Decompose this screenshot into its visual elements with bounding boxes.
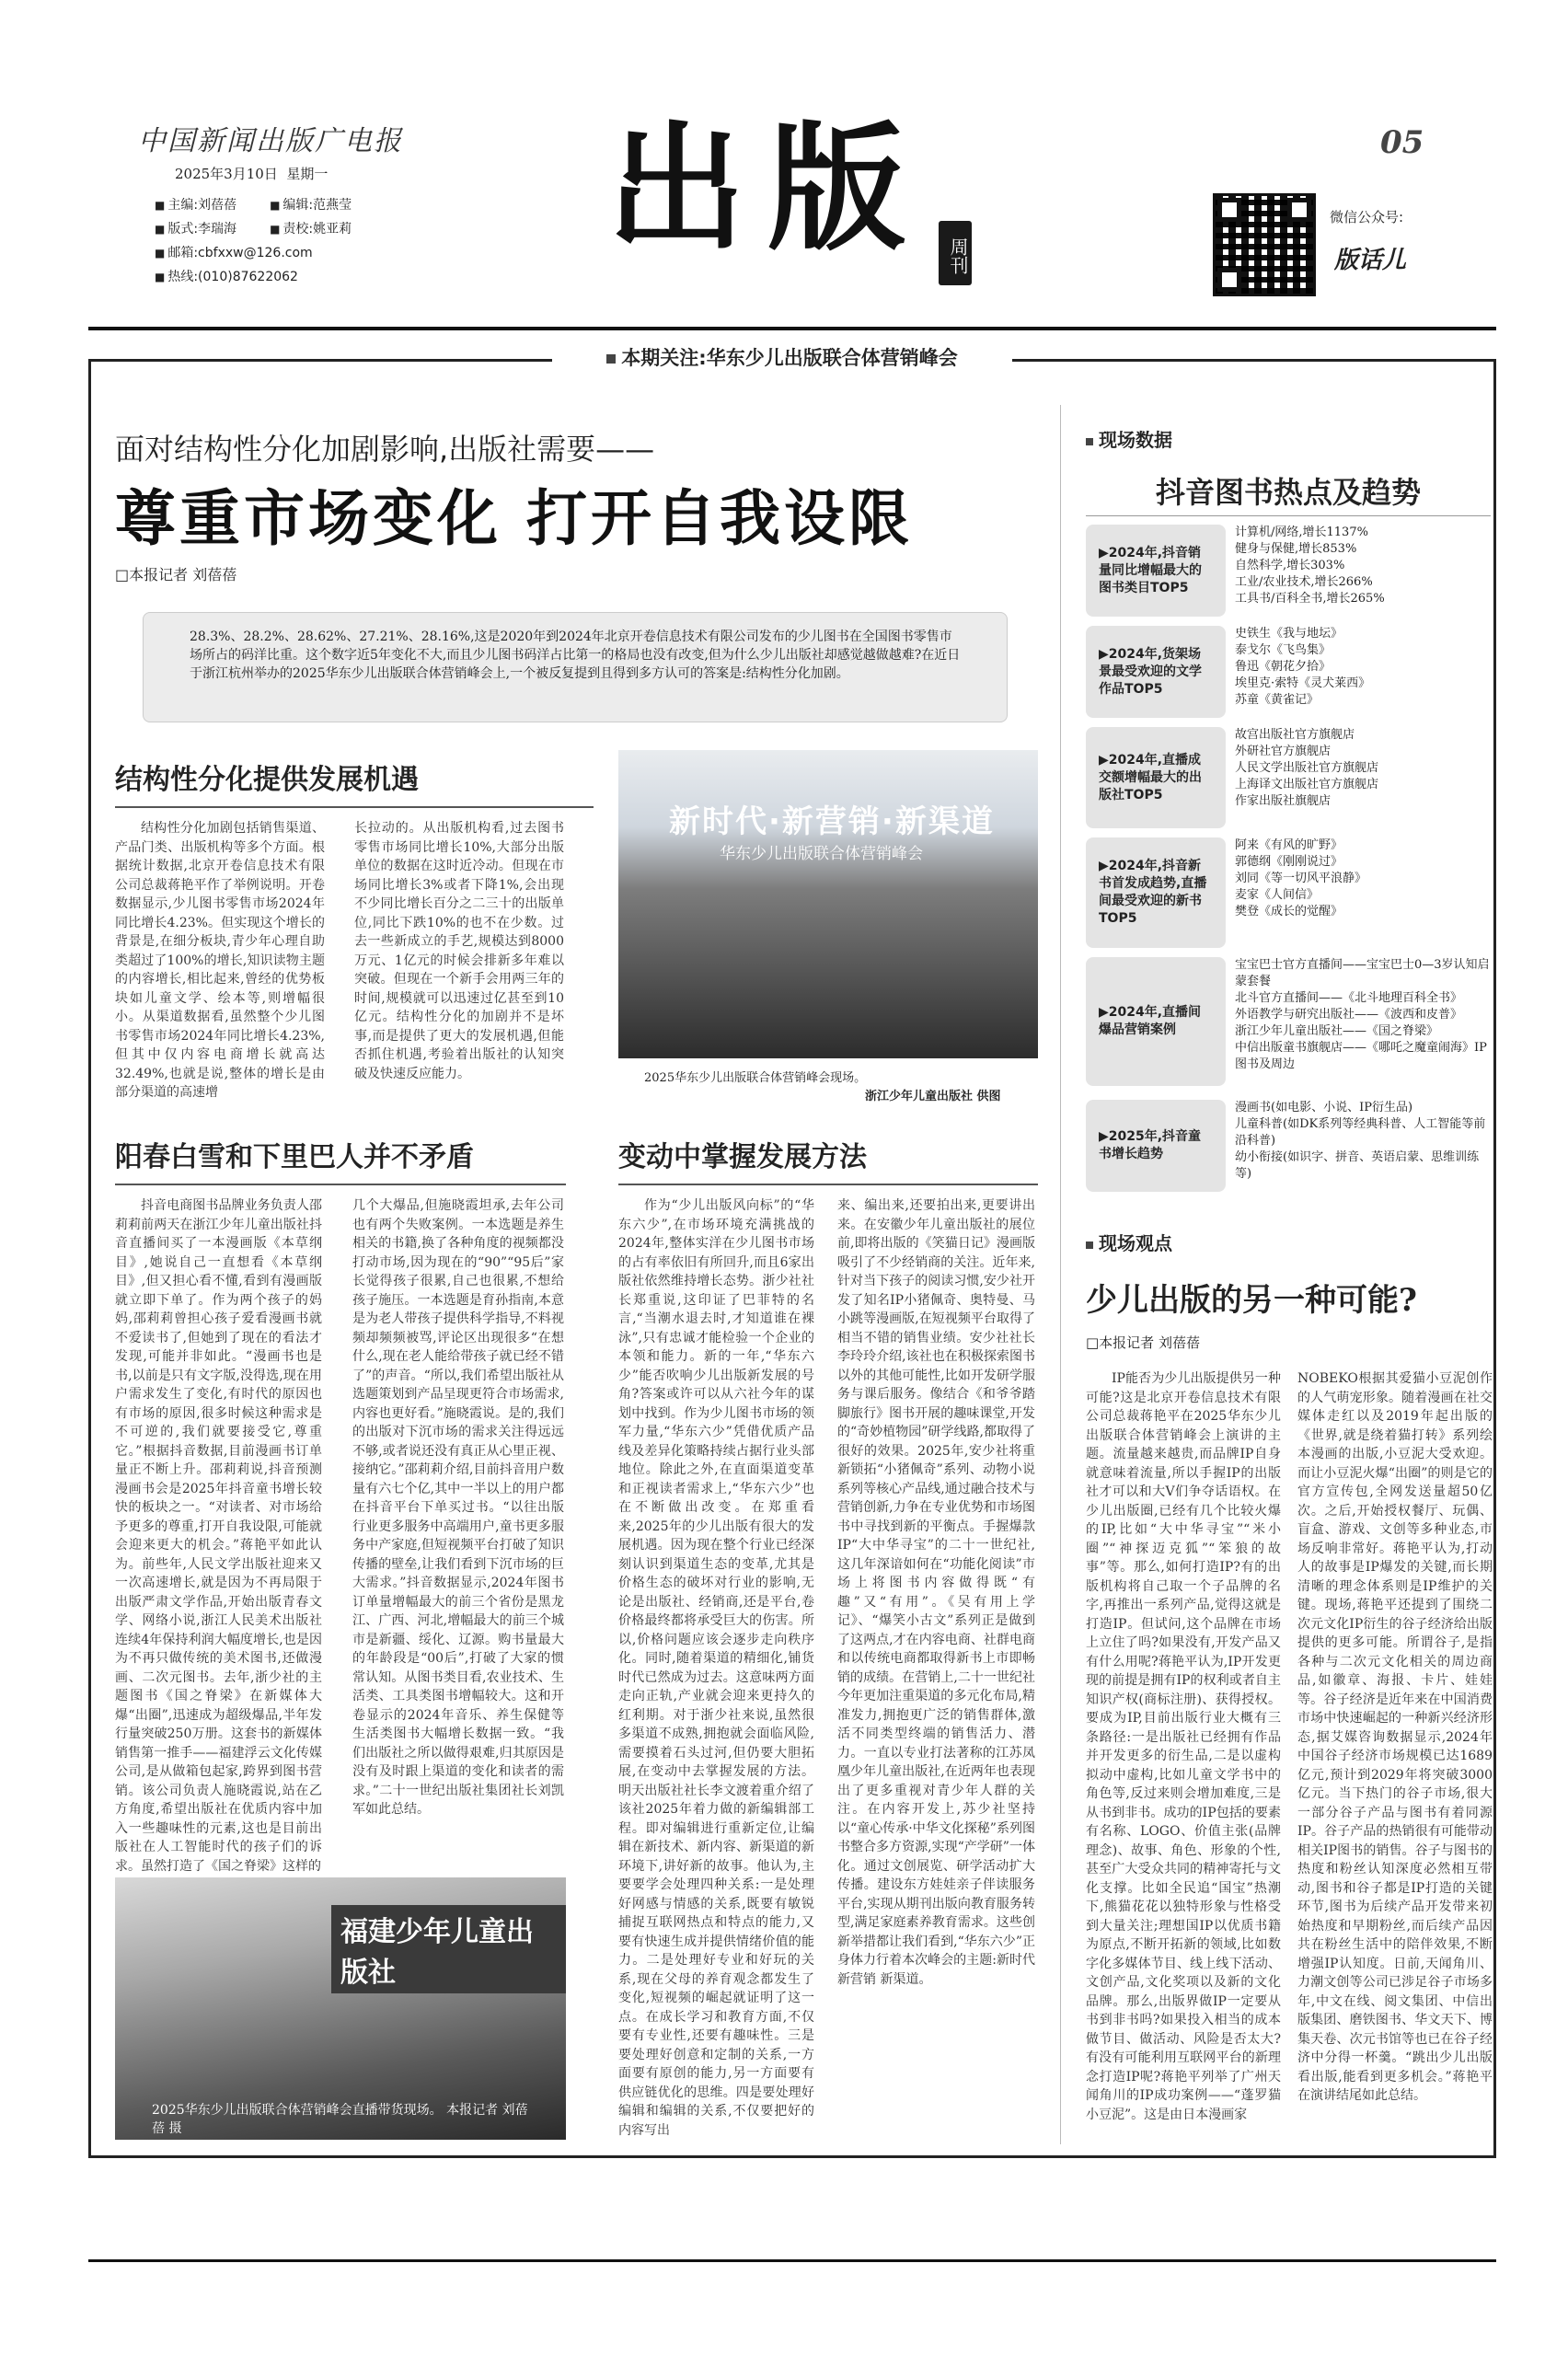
rank-item: 麦家《人间信》 <box>1235 888 1320 902</box>
dateline <box>175 164 328 183</box>
section-1-title: 结构性分化提供发展机遇 <box>115 756 594 808</box>
view-column-2: NOBEKO根据其爱猫小豆泥创作的人气萌宠形象。随着漫画在社交媒体走红以及2019年起出版的《世界,就是绕着猫打转》系列绘本漫画的出版,小豆泥大受欢迎。而让小豆泥火爆“出圈”的则是它的官方宣传包,全网发送量超50亿次。之后,开始授权餐厅、玩偶、盲盒、游戏、文创等多种业态,市场反响非常好。蒋艳平认为,打动人的故事是IP爆发的关键,而长期清晰的理念体系则是IP维护的关键。现场,蒋艳平还提到了围绕二次元文化IP衍生的谷子经济给出版提供的更多可能。所谓谷子,是指各种与二次元文化相关的周边商品,如徽章、海报、卡片、娃娃等。谷子经济是近年来在中国消费市场中快速崛起的一种新兴经济形态,据艾媒咨询数据显示,2024年中国谷子经济市场规模已达1689亿元,预计到2029年将突破3000亿元。当下热门的谷子市场,很大一部分谷子产品与图书有着同源IP。谷子产品的热销很有可能带动相关IP图书的销售。谷子与图书的热度和粉丝认知深度必然相互带动,图书和谷子都是IP打造的关键环节,图书为后续产品开发带来初始热度和早期粉丝,而后续产品因共在粉丝生活中的陪伴效果,不断增强IP认知度。日前,天闻角川、力潮文创等公司已涉足谷子市场多年,中文在线、阅文集团、中信出版集团、磨铁图书、华文天下、博集天卷、次元书馆等也已在谷子经济中分得一杯羹。“跳出少儿出版看出版,能看到更多机会。”蒋艳平在演讲结尾如此总结。 <box>1297 1371 1493 2103</box>
photo-banner-text: 新时代·新营销·新渠道 <box>669 803 995 840</box>
focus-bar: 本期关注:华东少儿出版联合体营销峰会 <box>552 342 1012 374</box>
article-headline: 尊重市场变化 打开自我设限 <box>115 482 913 554</box>
section-1-column-2: 长拉动的。从出版机构看,过去图书零售市场同比增长10%,大部分出版单位的数据在这时近冷动。但现在市场同比增长3%或者下降1%,会出现不少同比增长百分之二三十的出版单位,同比下跌10%的也不在少数。过去一些新成立的手艺,规模达到8000万元、1亿元的时候会排新多年难以突破。但现在一个新手会用两三年的时间,规模就可以迅速过亿甚至到10亿元。结构性分化的加剧并不是坏事,而是提供了更大的发展机遇,但能否抓住机遇,考验着出版社的认知突破及快速反应能力。 <box>354 821 564 1081</box>
rank-items <box>1226 525 1491 617</box>
proofreader: ■ 责校:姚亚莉 <box>270 217 352 241</box>
rank-item: 漫画书(如电影、小说、IP衍生品) <box>1235 1101 1413 1114</box>
wechat-label: 微信公众号: <box>1330 209 1404 225</box>
rank-item: 史铁生《我与地坛》 <box>1235 627 1343 641</box>
section-2-title: 阳春白雪和下里巴人并不矛盾 <box>115 1134 566 1185</box>
sidebar-rule <box>1086 515 1491 516</box>
date: 2025年3月10日 <box>175 166 278 182</box>
photo-2-banner: 福建少年儿童出版社 <box>331 1905 566 1993</box>
weekly-badge: 周刊 <box>939 221 972 285</box>
sidebar-view-title: 少儿出版的另一种可能? <box>1086 1282 1417 1319</box>
sidebar-view-byline: □本报记者 刘蓓蓓 <box>1086 1334 1200 1351</box>
rank-item: 工业/农业技术,增长266% <box>1235 575 1373 589</box>
rank-item: 郭德纲《刚刚说过》 <box>1235 855 1343 869</box>
photo-2-caption: 2025华东少儿出版联合体营销峰会直播带货现场。 本报记者 刘蓓蓓 摄 <box>152 2103 528 2136</box>
livestream-photo <box>115 1877 566 2140</box>
rank-item: 健身与保健,增长853% <box>1235 542 1357 556</box>
weekday: 星期一 <box>286 166 329 182</box>
rank-label: ▶2024年,货架场景最受欢迎的文学作品TOP5 <box>1086 626 1226 718</box>
rank-item: 儿童科普(如DK系列等经典科普、人工智能等前沿科普) <box>1235 1117 1486 1148</box>
rank-item: 宝宝巴士官方直播间——宝宝巴士0—3岁认知启蒙套餐 <box>1235 958 1490 988</box>
rank-items <box>1226 837 1491 948</box>
rank-item: 埃里克·索特《灵犬莱西》 <box>1235 676 1371 690</box>
rank-label: ▶2025年,抖音童书增长趋势 <box>1086 1100 1226 1192</box>
rank-item: 故宫出版社官方旗舰店 <box>1235 728 1355 742</box>
rank-row <box>1086 1100 1491 1192</box>
rank-item: 作家出版社旗舰店 <box>1235 794 1332 808</box>
section-1-column-1: 结构性分化加剧包括销售渠道、产品门类、出版机构等多个方面。根据统计数据,北京开卷信息技术有限公司总裁蒋艳平作了举例说明。开卷数据显示,少儿图书零售市场2024年同比增长4.23%。但实现这个增长的背景是,在细分板块,青少年心理自助类超过了100%的增长,知识读物主题的内容增长,相比起来,曾经的优势板块如儿童文学、绘本等,则增幅很小。从渠道数据看,虽然整个少儿图书零售市场2024年同比增长4.23%,但其中仅内容电商增长就高达32.49%,也就是说,整体的增长是由部分渠道的高速增 <box>115 821 325 1100</box>
rank-item: 上海译文出版社官方旗舰店 <box>1235 778 1379 791</box>
staff-list <box>155 193 352 289</box>
rank-items <box>1226 727 1491 828</box>
masthead-rule <box>88 327 1496 330</box>
rank-item: 幼小衔接(如识字、拼音、英语启蒙、思维训练等) <box>1235 1150 1480 1181</box>
layout-editor: ■ 版式:李瑞海 <box>155 217 236 241</box>
photo-banner-subtext: 华东少儿出版联合体营销峰会 <box>720 845 923 863</box>
rank-item: 北斗官方直播间——《北斗地理百科全书》 <box>1235 991 1463 1005</box>
wechat-name: 版话儿 <box>1334 247 1407 274</box>
page-title: 出版 <box>607 108 928 270</box>
rank-item: 樊登《成长的觉醒》 <box>1235 905 1343 918</box>
rank-item: 工具书/百科全书,增长265% <box>1235 592 1385 606</box>
rank-label: ▶2024年,直播成交额增幅最大的出版社TOP5 <box>1086 727 1226 828</box>
view-column-1: IP能否为少儿出版提供另一种可能?这是北京开卷信息技术有限公司总裁蒋艳平在2025华东少儿出版联合体营销峰会上演讲的主题。流量越来越贵,而品牌IP自身就意味着流量,所以手握IP的出版社才可以和大V们争夺话语权。在少儿出版圈,已经有几个比较火爆的IP,比如“大中华寻宝”“米小圈”“神探迈克狐”“笨狼的故事”等。那么,如何打造IP?有的出版机构将自己取一个子品牌的名字,再推出一系列产品,觉得这就是打造IP。但试问,这个品牌在市场上立住了吗?如果没有,开发产品又有什么用呢?蒋艳平认为,IP开发更现的前提是拥有IP的权利或者自主知识产权(商标注册)、获得授权。要成为IP,目前出版行业大概有三条路径:一是出版社已经拥有作品并开发更多的衍生品,二是以虚构拟动中虚构,比如儿童文学书中的角色等,反过来则会增加难度,三是从书到非书。成功的IP包括的要素有名称、LOGO、价值主张(品牌理念)、故事、角色、形象的个性,甚至广大受众共同的精神寄托与文化支撑。比如全民追“国宝”热潮下,熊猫花花以独特形象与性格受到大量关注;理想国IP以优质书籍为原点,不断开拓新的领域,比如数字化多媒体节目、线上线下活动、文创产品,文化奖项以及新的文化品牌。那么,出版界做IP一定要从书到非书吗?如果投入相当的成本做节目、做活动、风险是否太大?有没有可能利用互联网平台的新理念打造IP呢?蒋艳平列举了广州天闻角川的IP成功案例——“蓬罗猫小豆泥”。这是由日本漫画家 <box>1086 1371 1281 2122</box>
rank-label: ▶2024年,抖音新书首发成趋势,直播间最受欢迎的新书TOP5 <box>1086 837 1226 948</box>
rank-items <box>1226 626 1491 718</box>
rank-item: 刘同《等一切风平浪静》 <box>1235 872 1367 885</box>
section-3-column-1: 作为“少儿出版风向标”的“华东六少”,在市场环境充满挑战的2024年,整体实洋在少儿图书市场的占有率依旧有所回升,而且6家出版社依然维持增长态势。浙少社社长郑重说,这印证了巴菲特的名言,“当潮水退去时,才知道谁在裸泳”,只有忠诚才能检验一个企业的本领和能力。新的一年,“华东六少”能否吹响少儿出版新发展的号角?答案或许可以从六社今年的谋划中找到。作为少儿图书市场的领军力量,“华东六少”凭借优质产品线及差异化策略持续占据行业头部地位。除此之外,在直面渠道变革和正视读者需求上,“华东六少”也在不断做出改变。在郑重看来,2025年的少儿出版有很大的发展机遇。因为现在整个行业已经深刻认识到渠道生态的变革,尤其是价格生态的破坏对行业的影响,无论是出版社、经销商,还是平台,卷价格最终都将承受巨大的伤害。所以,价格问题应该会逐步走向秩序化。同时,随着渠道的精细化,铺货时代已然成为过去。这意味两方面走向正轨,产业就会迎来更持久的红利期。对于浙少社来说,虽然很多渠道不成熟,拥抱就会面临风险,需要摸着石头过河,但仍要大胆拓展,在变动中去掌握发展的方法。明天出版社社长李文渡着重介绍了该社2025年着力做的新编辑部工程。即对编辑进行重新定位,让编辑在新技术、新内容、新渠道的新环境下,讲好新的故事。他认为,主要要学会处理四种关系:一是处理好网感与情感的关系,既要有敏锐捕捉互联网热点和特点的能力,又要有快速生成并提供情绪价值的能力。二是处理好专业和好玩的关系,现在父母的养育观念都发生了变化,短视频的崛起就证明了这一点。在成长学习和教育方面,不仅要有专业性,还要有趣味性。三是要处理好创意和定制的关系,一方面要有原创的能力,另一方面要有供应链优化的思维。四是要处理好编辑和编辑的关系,不仅要把好的内容写出 <box>618 1198 814 2138</box>
rank-row <box>1086 837 1491 948</box>
rank-items <box>1226 1100 1491 1192</box>
rank-item: 计算机/网络,增长1137% <box>1235 525 1368 539</box>
rank-item: 阿来《有风的旷野》 <box>1235 838 1343 852</box>
rank-item: 人民文学出版社官方旗舰店 <box>1235 761 1379 775</box>
email[interactable]: ■ 邮箱:cbfxxw@126.com <box>155 241 313 265</box>
rank-item: 中信出版童书旗舰店——《哪吒之魔童闹海》IP图书及周边 <box>1235 1041 1487 1071</box>
rank-item: 自然科学,增长303% <box>1235 559 1345 572</box>
rank-item: 浙江少年儿童出版社——《国之脊梁》 <box>1235 1024 1439 1038</box>
rank-row <box>1086 957 1491 1086</box>
rank-row <box>1086 626 1491 718</box>
hotline: ■ 热线:(010)87622062 <box>155 265 298 289</box>
sidebar-data-head: 现场数据 <box>1086 425 1172 452</box>
sidebar-view-head: 现场观点 <box>1086 1229 1172 1255</box>
newspaper-name: 中国新闻出版广电报 <box>138 125 403 157</box>
rank-row <box>1086 525 1491 617</box>
article-byline: □本报记者 刘蓓蓓 <box>115 566 237 583</box>
photo-2-credit: 本报记者 刘蓓蓓 摄 <box>152 2103 528 2136</box>
rank-item: 外研社官方旗舰店 <box>1235 745 1332 758</box>
rank-item: 苏童《黄雀记》 <box>1235 693 1320 707</box>
lead-box: 28.3%、28.2%、28.62%、27.21%、28.16%,这是2020年到2024年北京开卷信息技术有限公司发布的少儿图书在全国图书零售市场所占的码洋比重。这个数字近5年变化不大,而且少儿图书码洋占比第一的格局也没有改变,但为什么少儿出版社却感觉越做越难?在近日于浙江杭州举办的2025华东少儿出版联合体营销峰会上,一个被反复提到且得到多方认可的答案是:结构性分化加剧。 <box>143 612 1008 722</box>
rank-row <box>1086 727 1491 828</box>
rank-label: ▶2024年,抖音销量同比增幅最大的图书类目TOP5 <box>1086 525 1226 617</box>
photo-1-credit: 浙江少年儿童出版社 供图 <box>865 1090 1001 1103</box>
rank-item: 泰戈尔《飞鸟集》 <box>1235 643 1332 657</box>
section-2-column-1: 抖音电商图书品牌业务负责人邵莉莉前两天在浙江少年儿童出版社抖音直播间买了一本漫画版《本草纲目》,她说自己一直想看《本草纲目》,但又担心看不懂,看到有漫画版就立即下单了。作为两个孩子的妈妈,邵莉莉曾担心孩子爱看漫画书就不爱读书了,但她到了现在的看法才发现,可能并非如此。“漫画书也是书,以前是只有文字版,没得选,现在用户需求发生了变化,有时代的原因也有市场的原因,很多时候这种需求是不可逆的,我们就要接受它,尊重它。”根据抖音数据,目前漫画书订单量正不断上升。邵莉莉说,抖音预测漫画书会是2025年抖音童书增长较快的板块之一。“对读者、对市场给予更多的尊重,打开自我设限,可能就会迎来更大的机会。”蒋艳平如此认为。前些年,人民文学出版社迎来又一次高速增长,就是因为不再局限于出版严肃文学作品,开始出版青春文学、网络小说,浙江人民美术出版社连续4年保持利润大幅度增长,也是因为不再只做传统的美术图书,还做漫画、二次元图书。去年,浙少社的主题图书《国之脊梁》在新媒体大爆“出圈”,迅速成为超级爆品,半年发行量突破250万册。这套书的新媒体销售第一推手——福建浮云文化传媒公司,是从做箱包起家,跨界到图书营销。该公司负责人施晓霞说,站在乙方角度,希望出版社在优质内容中加入一些趣味性的元素,这也是目前出版社在人工智能时代的孩子们的诉求。虽然打造了《国之脊梁》这样的 <box>115 1198 322 1873</box>
article-deck: 面对结构性分化加剧影响,出版社需要—— <box>115 432 655 467</box>
qr-code-icon[interactable] <box>1213 193 1316 296</box>
rank-item: 外语教学与研究出版社——《波西和皮普》 <box>1235 1008 1463 1022</box>
editor: ■ 主编:刘蓓蓓 <box>155 193 236 217</box>
rank-label: ▶2024年,直播间爆品营销案例 <box>1086 957 1226 1086</box>
column-divider <box>1060 405 1061 2144</box>
section-2-column-2: 几个大爆品,但施晓霞坦承,去年公司也有两个失败案例。一本选题是养生相关的书籍,换了各种角度的视频都没打动市场,因为现在的“90”“95后”家长觉得孩子很累,自己也很累,不想给孩子施压。一本选题是育孙指南,本意是为老人带孩子提供科学指导,不料视频却频频被骂,评论区出现很多“在想什么,现在老人能给带孩子就已经不错了”的声音。“所以,我们希望出版社从选题策划到产品呈现更符合市场需求,内容也更好看。”施晓霞说。是的,我们的出版对下沉市场的需求关注得远远不够,或者说还没有真正从心里正视、接纳它。”邵莉莉介绍,目前抖音用户数量有六七个亿,其中一半以上的用户都在抖音平台下单买过书。“以往出版行业更多服务中高端用户,童书更多服务中产家庭,但短视频平台打破了知识传播的壁垒,让我们看到下沉市场的巨大需求。”抖音数据显示,2024年图书订单量增幅最大的前三个省份是黑龙江、广西、河北,增幅最大的前三个城市是新疆、绥化、辽源。购书量最大的年龄段是“00后”,打破了大家的惯常认知。从图书类目看,农业技术、生活类、工具类图书增幅较大。这和开卷显示的2024年音乐、养生保健等生活类图书大幅增长数据一致。“我们出版社之所以做得艰难,归其原因是没有及时跟上渠道的变化和读者的需求。”二十一世纪出版社集团社长刘凯军如此总结。 <box>352 1198 564 1817</box>
rank-items <box>1226 957 1491 1086</box>
section-3-title: 变动中掌握发展方法 <box>618 1134 1038 1185</box>
section-3-column-2: 来、编出来,还要拍出来,更要讲出来。在安徽少年儿童出版社的展位前,即将出版的《笑猫日记》漫画版吸引了不少经销商的关注。近年来,针对当下孩子的阅读习惯,安少社开发了知名IP小猪佩奇、奥特曼、马小跳等漫画版,在短视频平台取得了相当不错的销售业绩。安少社社长李玲玲介绍,该社也在积极探索图书以外的其他可能性,比如开发研学服务与课后服务。像结合《和爷爷踏脚旅行》图书开展的趣味课堂,开发的“奇妙植物园”研学线路,都取得了很好的效果。2025年,安少社将重新锁拓“小猪佩奇”系列、动物小说系列等核心产品线,通过融合技术与营销创新,力争在专业优势和市场图书中寻找到新的平衡点。手握爆款IP“大中华寻宝”的二十一世纪社,这几年深谙如何在“功能化阅读”市场上将图书内容做得既“有趣”又“有用”。《吴有用上学记》、“爆笑小古文”系列正是做到了这两点,才在内容电商、社群电商和以传统电商都取得新书上市即畅销的成绩。在营销上,二十一世纪社今年更加注重渠道的多元化布局,精准发力,拥抱更广泛的销售群体,激活不同类型终端的销售活力、潜力。一直以专业打法著称的江苏凤凰少年儿童出版社,在近两年也表现出了更多重视对青少年人群的关注。在内容开发上,苏少社坚持以“童心传承·中华文化探秘”系列图书整合多方资源,实现“产学研”一体化。通过文创展览、研学活动扩大传播。建设东方娃娃亲子伴读服务平台,实现从期刊出版向教育服务转型,满足家庭素养教育需求。这些创新举措都让我们看到,“华东六少”正身体力行着本次峰会的主题:新时代新营销 新渠道。 <box>837 1198 1035 1987</box>
photo-1-caption: 2025华东少儿出版联合体营销峰会现场。 <box>644 1071 867 1085</box>
footer-rule <box>88 2259 1496 2262</box>
summit-photo <box>618 750 1038 1058</box>
sidebar-data-title: 抖音图书热点及趋势 <box>1155 475 1421 510</box>
page-number: 05 <box>1380 124 1424 161</box>
copy-editor: ■ 编辑:范燕莹 <box>270 193 352 217</box>
rank-item: 鲁迅《朝花夕拾》 <box>1235 660 1332 674</box>
